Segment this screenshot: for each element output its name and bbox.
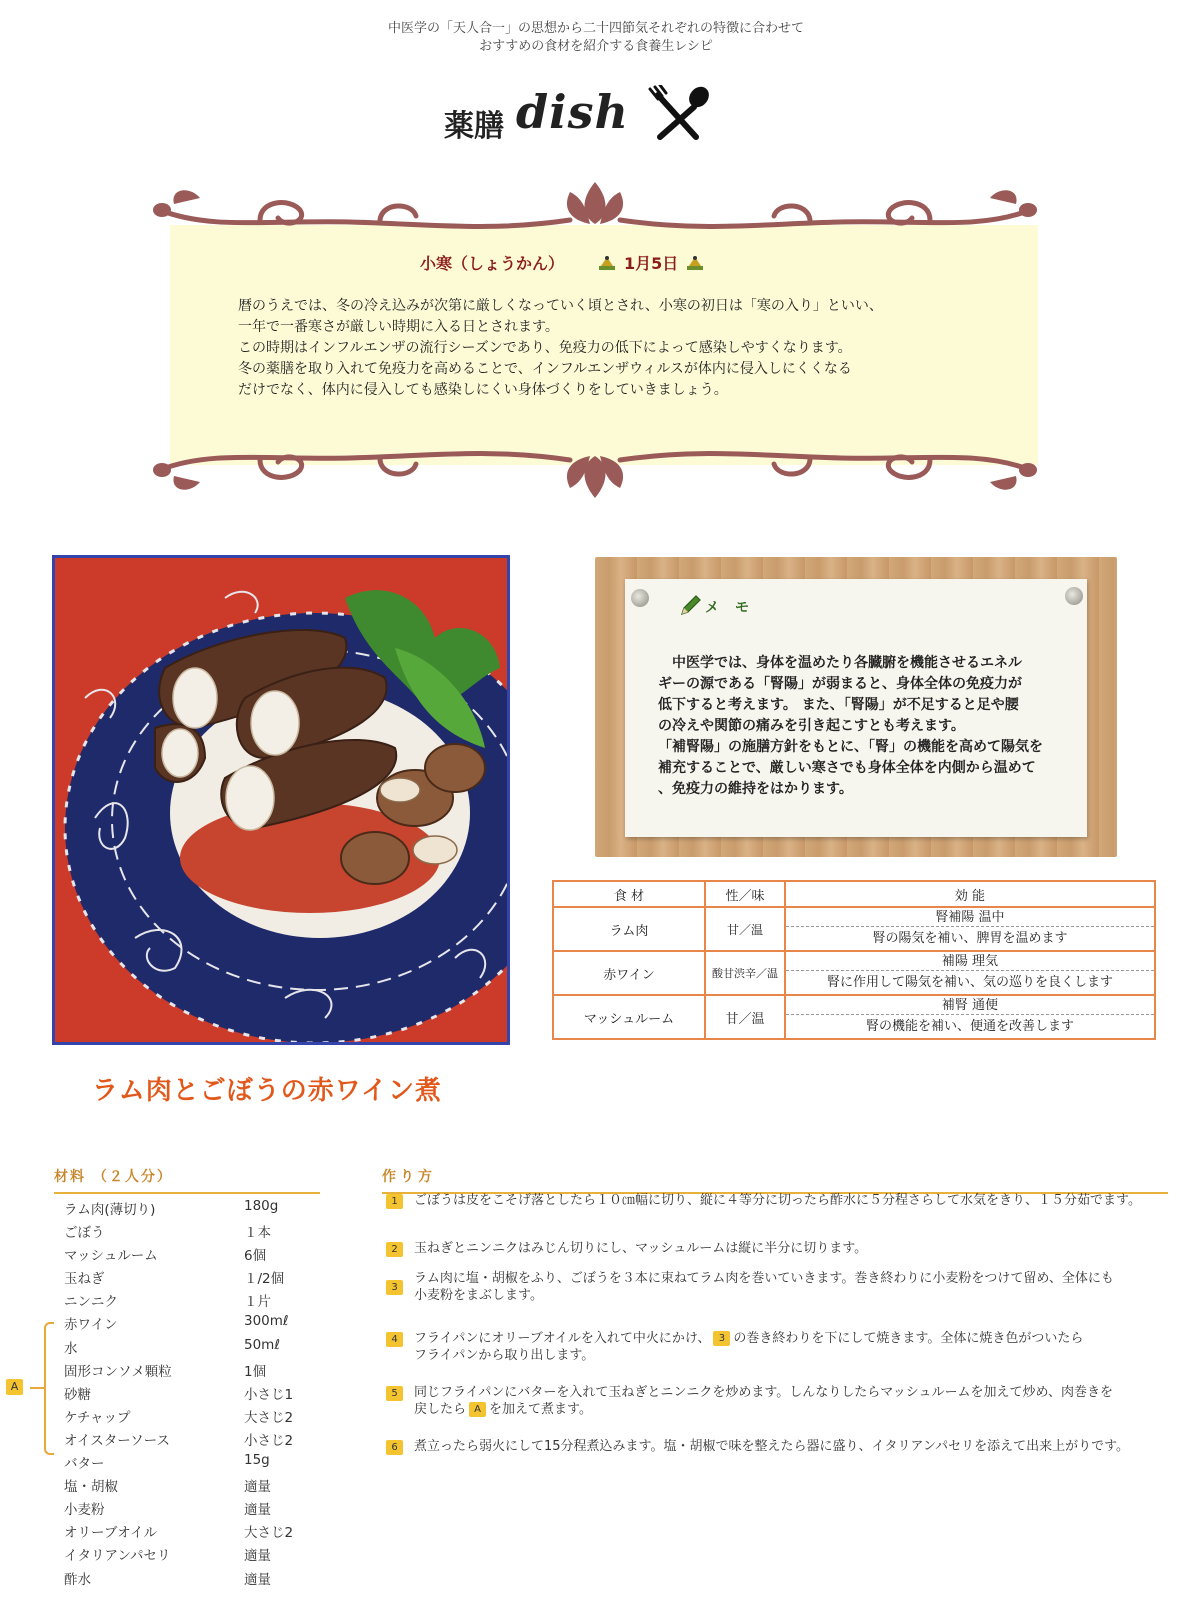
step-segment: の巻き終わりを下にして焼きます。全体に焼き色がついたら bbox=[733, 1331, 1084, 1346]
memo-line: 補充することで、厳しい寒さでも身体全体を内側から温めて bbox=[658, 760, 1036, 776]
ingredient-name: ラム肉(薄切り) bbox=[64, 1202, 156, 1218]
ingredients-list bbox=[62, 1198, 322, 1591]
memo-board bbox=[595, 557, 1117, 857]
ingredient-row bbox=[62, 1337, 322, 1360]
memo-heading: メモ bbox=[705, 600, 765, 616]
ingredient-row bbox=[62, 1198, 322, 1221]
step-ref-badge: A bbox=[469, 1402, 486, 1417]
header-nature: 性／味 bbox=[705, 881, 785, 907]
ingredient-amount: １/2個 bbox=[244, 1271, 285, 1288]
ingredient-amount: 適量 bbox=[244, 1548, 271, 1565]
ingredient-amount: 50mℓ bbox=[244, 1336, 280, 1353]
effect-desc: 腎の機能を補い、便通を改善します bbox=[865, 1019, 1074, 1034]
pencil-icon bbox=[679, 593, 703, 617]
step-number-badge: 5 bbox=[386, 1386, 403, 1401]
ingredient-name: 赤ワイン bbox=[64, 1317, 118, 1334]
effect-title: 補腎 通便 bbox=[786, 996, 1154, 1015]
ingredient-name: 固形コンソメ顆粒 bbox=[64, 1363, 172, 1380]
memo-line: 「補腎陽」の施膳方針をもとに、「腎」の機能を高めて陽気を bbox=[658, 739, 1043, 755]
step-number-badge: 3 bbox=[386, 1280, 403, 1295]
memo-text bbox=[658, 653, 1066, 800]
ingredient-amount: 小さじ1 bbox=[244, 1386, 294, 1403]
step-text bbox=[414, 1384, 1159, 1418]
ingredient-name: ニンニク bbox=[64, 1294, 118, 1311]
cell-nature: 甘／温 bbox=[705, 995, 785, 1039]
step-line: ラム肉に塩・胡椒をふり、ごぼうを３本に束ねてラム肉を巻いていきます。巻き終わりに小麦粉をつけて留め、全体にも bbox=[414, 1271, 1114, 1286]
cell-effect bbox=[785, 951, 1155, 995]
effects-table bbox=[552, 880, 1156, 1040]
ingredient-row bbox=[62, 1244, 322, 1267]
step-number-badge: 1 bbox=[386, 1194, 403, 1209]
season-line: 一年で一番寒さが厳しい時期に入る日とされます。 bbox=[238, 319, 559, 335]
season-line: この時期はインフルエンザの流行シーズンであり、免疫力の低下によって感染しやすくなります。 bbox=[238, 340, 852, 356]
ingredient-row bbox=[62, 1383, 322, 1406]
ingredients-heading: 材料 （２人分） bbox=[54, 1166, 320, 1194]
header-food: 食 材 bbox=[553, 881, 705, 907]
effect-title: 補陽 理気 bbox=[786, 952, 1154, 971]
season-description bbox=[238, 296, 998, 401]
ingredient-row bbox=[62, 1498, 322, 1521]
ingredient-amount: 適量 bbox=[244, 1479, 271, 1496]
step-line bbox=[414, 1330, 1159, 1347]
table-row bbox=[553, 951, 1155, 995]
steps-heading: 作り方 bbox=[382, 1166, 1168, 1194]
ingredient-name: 塩・胡椒 bbox=[64, 1479, 118, 1496]
step-number-badge: 4 bbox=[386, 1332, 403, 1347]
dish-illustration bbox=[55, 558, 507, 1042]
ingredient-row bbox=[62, 1267, 322, 1290]
ingredient-amount: 適量 bbox=[244, 1571, 271, 1588]
memo-line: 中医学では、身体を温めたり各臓腑を機能させるエネル bbox=[672, 655, 1022, 671]
dish-photo bbox=[52, 555, 510, 1045]
header-effect: 効 能 bbox=[785, 881, 1155, 907]
ingredient-amount: 大さじ2 bbox=[244, 1409, 294, 1426]
cell-nature: 甘／温 bbox=[705, 907, 785, 951]
ingredient-name: バター bbox=[64, 1456, 105, 1473]
table-row bbox=[553, 995, 1155, 1039]
step-line: 同じフライパンにバターを入れて玉ねぎとニンニクを炒めます。しんなりしたらマッシュルームを加えて炒め、肉巻きを bbox=[414, 1385, 1114, 1400]
fork-spoon-icon bbox=[646, 85, 710, 143]
logo-jp-text: 薬膳 bbox=[444, 109, 504, 144]
memo-line: 、免疫力の維持をはかります。 bbox=[658, 781, 853, 797]
ingredient-amount: 小さじ2 bbox=[244, 1432, 294, 1449]
group-a-bracket-stem bbox=[30, 1387, 44, 1389]
effect-title: 腎補陽 温中 bbox=[786, 908, 1154, 927]
ingredient-row bbox=[62, 1313, 322, 1336]
ingredient-amount: 適量 bbox=[244, 1502, 271, 1519]
ingredient-name: 酢水 bbox=[64, 1571, 91, 1588]
ingredient-name: 砂糖 bbox=[64, 1386, 91, 1403]
step-segment: 戻したら bbox=[414, 1402, 467, 1417]
intro-line: 中医学の「天人合一」の思想から二十四節気それぞれの特徴に合わせて bbox=[387, 21, 804, 36]
ingredient-name: ケチャップ bbox=[64, 1409, 131, 1426]
ingredient-amount: 180g bbox=[244, 1198, 279, 1214]
logo bbox=[440, 85, 740, 145]
step-text: 煮立ったら弱火にして15分程煮込みます。塩・胡椒で味を整えたら器に盛り、イタリアンパセリを添えて出来上がりです。 bbox=[414, 1439, 1130, 1454]
intro-text bbox=[0, 20, 1192, 56]
step-number-badge: 2 bbox=[386, 1242, 403, 1257]
pushpin-icon bbox=[1065, 587, 1083, 605]
table-header-row bbox=[553, 881, 1155, 907]
ingredient-row bbox=[62, 1290, 322, 1313]
ingredient-amount: 6個 bbox=[244, 1248, 267, 1265]
step-line: 小麦粉をまぶします。 bbox=[414, 1288, 543, 1303]
step-text bbox=[414, 1330, 1159, 1364]
intro-line: おすすめの食材を紹介する食養生レシピ bbox=[479, 39, 713, 54]
step-ref-badge: 3 bbox=[713, 1331, 730, 1346]
ingredient-row bbox=[62, 1475, 322, 1498]
memo-line: 低下すると考えます。 また、「腎陽」が不足すると足や腰 bbox=[658, 697, 1019, 713]
effect-desc: 腎に作用して陽気を補い、気の巡りを良くします bbox=[826, 975, 1113, 990]
ingredient-amount: 1個 bbox=[244, 1363, 267, 1380]
effect-desc: 腎の陽気を補い、脾胃を温めます bbox=[872, 931, 1068, 946]
ingredient-row bbox=[62, 1452, 322, 1475]
cell-food: 赤ワイン bbox=[553, 951, 705, 995]
ingredient-row bbox=[62, 1221, 322, 1244]
ingredient-row bbox=[62, 1406, 322, 1429]
step-text bbox=[414, 1270, 1159, 1304]
ingredient-name: 水 bbox=[64, 1340, 78, 1357]
ingredient-amount: １片 bbox=[244, 1294, 271, 1311]
season-banner bbox=[150, 180, 1040, 500]
hina-doll-icon bbox=[598, 255, 616, 271]
step-text: 玉ねぎとニンニクはみじん切りにし、マッシュルームは縦に半分に切ります。 bbox=[414, 1241, 868, 1256]
cell-food: マッシュルーム bbox=[553, 995, 705, 1039]
ingredient-row bbox=[62, 1568, 322, 1591]
ingredient-row bbox=[62, 1429, 322, 1452]
step-text: ごぼうは皮をこそげ落としたら１０㎝幅に切り、縦に４等分に切ったら酢水に５分程さらして水気をきり、１５分茹でます。 bbox=[414, 1193, 1141, 1208]
step-segment: を加えて煮ます。 bbox=[489, 1402, 592, 1417]
logo-en-text: dish bbox=[516, 85, 629, 139]
cell-nature: 酸甘渋辛／温 bbox=[705, 951, 785, 995]
ingredient-row bbox=[62, 1544, 322, 1567]
season-title bbox=[420, 251, 712, 274]
season-line: 暦のうえでは、冬の冷え込みが次第に厳しくなっていく頃とされ、小寒の初日は「寒の入り」といい、 bbox=[238, 298, 883, 314]
ingredient-row bbox=[62, 1360, 322, 1383]
ingredient-amount: 300mℓ bbox=[244, 1313, 289, 1330]
season-name: 小寒（しょうかん） bbox=[420, 254, 565, 273]
ingredient-name: 玉ねぎ bbox=[64, 1271, 105, 1288]
step-number-badge: 6 bbox=[386, 1440, 403, 1455]
ingredient-name: ごぼう bbox=[64, 1225, 105, 1242]
group-a-bracket bbox=[44, 1322, 54, 1455]
ingredient-name: イタリアンパセリ bbox=[64, 1548, 171, 1565]
hina-doll-icon bbox=[686, 255, 704, 271]
pushpin-icon bbox=[631, 589, 649, 607]
memo-line: の冷えや関節の痛みを引き起こすとも考えます。 bbox=[658, 718, 965, 734]
ingredient-row bbox=[62, 1521, 322, 1544]
ingredient-amount: 15g bbox=[244, 1452, 270, 1469]
memo-line: ギーの源である「腎陽」が弱まると、身体全体の免疫力が bbox=[658, 676, 1022, 692]
ingredient-name: オリーブオイル bbox=[64, 1525, 158, 1542]
season-line: 冬の薬膳を取り入れて免疫力を高めることで、インフルエンザウィルスが体内に侵入しにくくなる bbox=[238, 361, 852, 377]
step-line: フライパンから取り出します。 bbox=[414, 1348, 595, 1363]
cell-food: ラム肉 bbox=[553, 907, 705, 951]
season-line: だけでなく、体内に侵入しても感染しにくい身体づくりをしていきましょう。 bbox=[238, 382, 728, 398]
cell-effect bbox=[785, 907, 1155, 951]
ingredient-name: 小麦粉 bbox=[64, 1502, 105, 1519]
ingredient-amount: １本 bbox=[244, 1225, 271, 1242]
step-line bbox=[414, 1401, 1159, 1418]
dish-title: ラム肉とごぼうの赤ワイン煮 bbox=[92, 1076, 442, 1106]
step-segment: フライパンにオリーブオイルを入れて中火にかけ、 bbox=[414, 1331, 711, 1346]
table-row bbox=[553, 907, 1155, 951]
ingredient-name: オイスターソース bbox=[64, 1432, 170, 1449]
ingredient-name: マッシュルーム bbox=[64, 1248, 158, 1265]
ingredient-amount: 大さじ2 bbox=[244, 1525, 294, 1542]
cell-effect bbox=[785, 995, 1155, 1039]
season-date: 1月5日 bbox=[624, 254, 679, 273]
group-a-badge: A bbox=[6, 1379, 23, 1395]
